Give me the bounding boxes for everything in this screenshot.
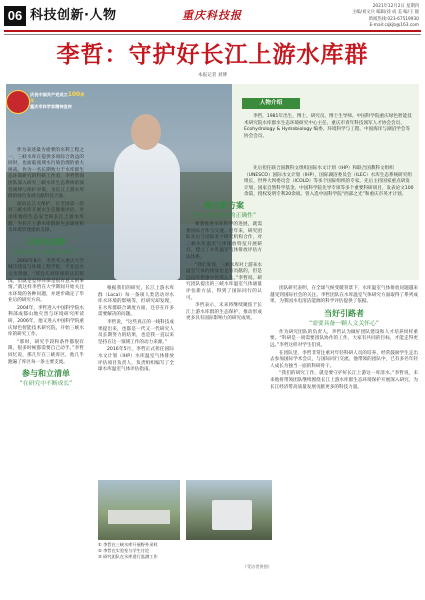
article-column-2 (98, 286, 174, 375)
col3-para-1: 要想推进水库科学的进展，就需要国际合作与交流。近年来，研究团队先后与国际多个研究机构合作，对三峡水库温室气体排放特征开展研究，建立了水库温室气体排放评估方法体系。 (186, 222, 262, 260)
col4-para-3: 在团队里，李哲非常注重对年轻科研人员的培养，经常鼓励学生走出去参加国际学术会议，与国际同行交流。他带领的团队中，已有多名年轻人成长为独当一面的科研骨干。 (270, 350, 418, 369)
header-rule (4, 30, 421, 32)
col2-para-2: 李哲说，“这些真正的一线科技成果提出来，也都是一代又一代研究人员长期努力的结果，也是我一直以来坚持在这一领域工作的动力来源。” (98, 319, 174, 345)
photo-credit: （受访者供图） (242, 564, 272, 570)
subhead-2-quote: “在研究中不断成长” (19, 381, 73, 388)
profile-para-1: 李哲，1981年出生，博士、研究员、博士生导师。中国科学院重庆绿色智能技术研究院水库群水生态环境研究中心主任，重庆市青年科技领军人才协会会员、Ecohydrology & Hydrobiology 编委、环境科学与工程、中国海洋与湖沼学会等协会会员。 (244, 114, 412, 139)
col1-para-5: “那时，研究手段和条件都很有限，很多时候都需要自己动手。”李哲回忆说，那几年在三峡库区，他几乎跑遍了库区每一条主要支流。 (8, 339, 84, 365)
col4-para-1: 团队研究表明，在全球气候变暖背景下，水库温室气体排放问题越来越受到国际社会的关注。李哲团队在水库温室气体研究方面取得了系列成果，为我国水电清洁能源的科学评估提供了依据。 (270, 286, 418, 305)
subhead-1: 心怀环保梦 (26, 237, 66, 247)
col2-para-1: 根据我们的研究，长江上游水库群（Local）每一条项人类活动对水库水环境的影响等，但研究却发现，在水库群联合调度方面，还存在许多需要解决的问题。 (98, 286, 174, 318)
badge-text-2: 周年 (30, 92, 85, 103)
field-photo (98, 480, 180, 540)
badge-line1 (30, 92, 88, 104)
issue-meta (289, 4, 419, 30)
date-line: 2021年12月2日 星期四 (372, 4, 419, 9)
anniversary-badge (30, 92, 88, 122)
col1-para-3: 2000年8月，李哲考入重庆大学城市建设与环境工程学院，专业是水文水资源。“那会儿对环保的认识很浅，但就是觉得环保是很有意义的事情。”就这样李哲在大学期间开始关注水环境的各种问题，并逐步确定了毕业后的研究方向。 (8, 258, 84, 304)
col3-para-3: 李哲表示，未来将继续聚焦于长江上游水库群的生态保护，推动形成更多具有国际影响力的研究成果。 (186, 303, 262, 322)
photo-person (114, 142, 180, 280)
article-headline: 李哲：守护好长江上游水库群 (56, 42, 369, 68)
caption-2: ② 李哲在实验室与学生讨论 (98, 548, 150, 553)
badge-number: 100 (67, 91, 81, 98)
photo-dam (108, 510, 170, 524)
subhead-4: 当好引路者 (324, 308, 364, 318)
col1-para-2: 面向长江大保护，在全国第一次对三峡水库开展水生态健康评估，对水库群的生态安全和长江上游水库群，为长江上游水库群的生态调度和水环境管理提供支撑。 (8, 201, 84, 234)
caption-3: ③ 研究团队在水库进行监测工作 (98, 554, 158, 559)
article-column-1 (8, 148, 84, 390)
email-line: E-mail:cqkjb@163.com (369, 23, 419, 29)
subhead-4-quote: “需要具备一颗人文关怀心” (309, 320, 379, 327)
col4-para-4: “我们的研究工作，就是要守护好长江上游这一库清水。”李哲说，未来他将带领团队继续围绕长江上游水库群生态环境保护开展深入研究，为长江经济带高质量发展贡献更多的科技力量。 (270, 371, 418, 390)
phone-line: 新闻热线:023-67519930 (368, 16, 419, 22)
caption-1: ① 李哲在三峡水库开展野外采样 (98, 542, 158, 547)
photo-captions (98, 542, 272, 574)
photo-lab-equipment (212, 500, 252, 530)
newspaper-logo: 重庆科技报 (182, 9, 242, 22)
article-column-4 (270, 286, 418, 392)
section-title: 科技创新·人物 (30, 8, 117, 23)
article-column-3 (186, 198, 262, 324)
lab-photo (186, 480, 272, 540)
profile-tag: 人物介绍 (242, 98, 300, 109)
col3-para-2: “我们发现，三峡水库对上游来水温室气体的排放也是有贡献的，但是远没有想象中的那么大。”李哲说。研究团队提出的三峡水库温室气体通量评估新方法，得到了国际同行的认可。 (186, 262, 262, 301)
subhead-3-quote: “减少温室效应的正确性” (192, 213, 256, 219)
article-byline: 本报记者 刘博 (197, 73, 228, 78)
page-number: 06 (4, 6, 26, 26)
subhead-3: 提出新方案 (204, 201, 244, 210)
subhead-1-quote: “热爱是看人去做这件事儿” (11, 249, 81, 256)
anniversary-emblem-icon (6, 90, 30, 114)
header-rule-thin (4, 34, 421, 35)
badge-line3: 重庆市科学家精神宣传 (30, 104, 72, 109)
col2-para-3: 2016年5月，李哲正式担任国际水文计划（IHP）水库温室气体排放评估项目负责人，负责组织编写了全球水库温室气体评估指南。 (98, 347, 174, 373)
col1-para-1: 作为表述最为重要的水利工程之一，三峡水库在提供多项综合效益的同时，也面临流域水污染治理的重大挑战。作为一名长期致力于水库群生态环境研究的科研工作者，李哲带领团队深入研究三峡水库生态系统的演变规律与保护对策，为长江上游水库群的绿色发展贡献科技力量。 (8, 148, 84, 200)
col1-para-4: 2004年，李哲进入中国科学院水利部成都山地灾害与环境研究所读研，2006年，他又进入中国科学院重庆绿色智能技术研究院，开始三峡水库的研究工作。 (8, 305, 85, 338)
col4-para-2: 作为研究团队的负责人，李哲认为做好团队建设和人才培养同样重要。“科研是一项需要团队协作的工作，大家有共同的目标，才能走得更远。”李哲这样对学生们说。 (270, 329, 418, 348)
page-header (0, 0, 425, 38)
profile-para-2: 先后担任联合国教科文组织国际水文计划（IHP）和联合国教科文组织（UNESCO）国际水文计划（IHP），国际湖沼委员会（ILEC）水库生态系统研究组组长，世界大坝委员会（ICOLD）等多个国际组织的专家。先后主持国家重点研发计划、国家自然科学基金、中国科学院先导专项等多个重要科研项目，发表论文100余篇，授权发明专利20余项。曾入选中国科学院“西部之光”和重庆市英才计划。 (244, 166, 414, 198)
photo-head (131, 114, 161, 150)
subhead-2: 参与和立清单 (22, 369, 70, 379)
badge-text-1: 庆祝中国共产党成立 (30, 92, 68, 97)
editor-line: 主编/刘文兵 编辑/刘 成 美 编/王 媛 (351, 10, 419, 16)
